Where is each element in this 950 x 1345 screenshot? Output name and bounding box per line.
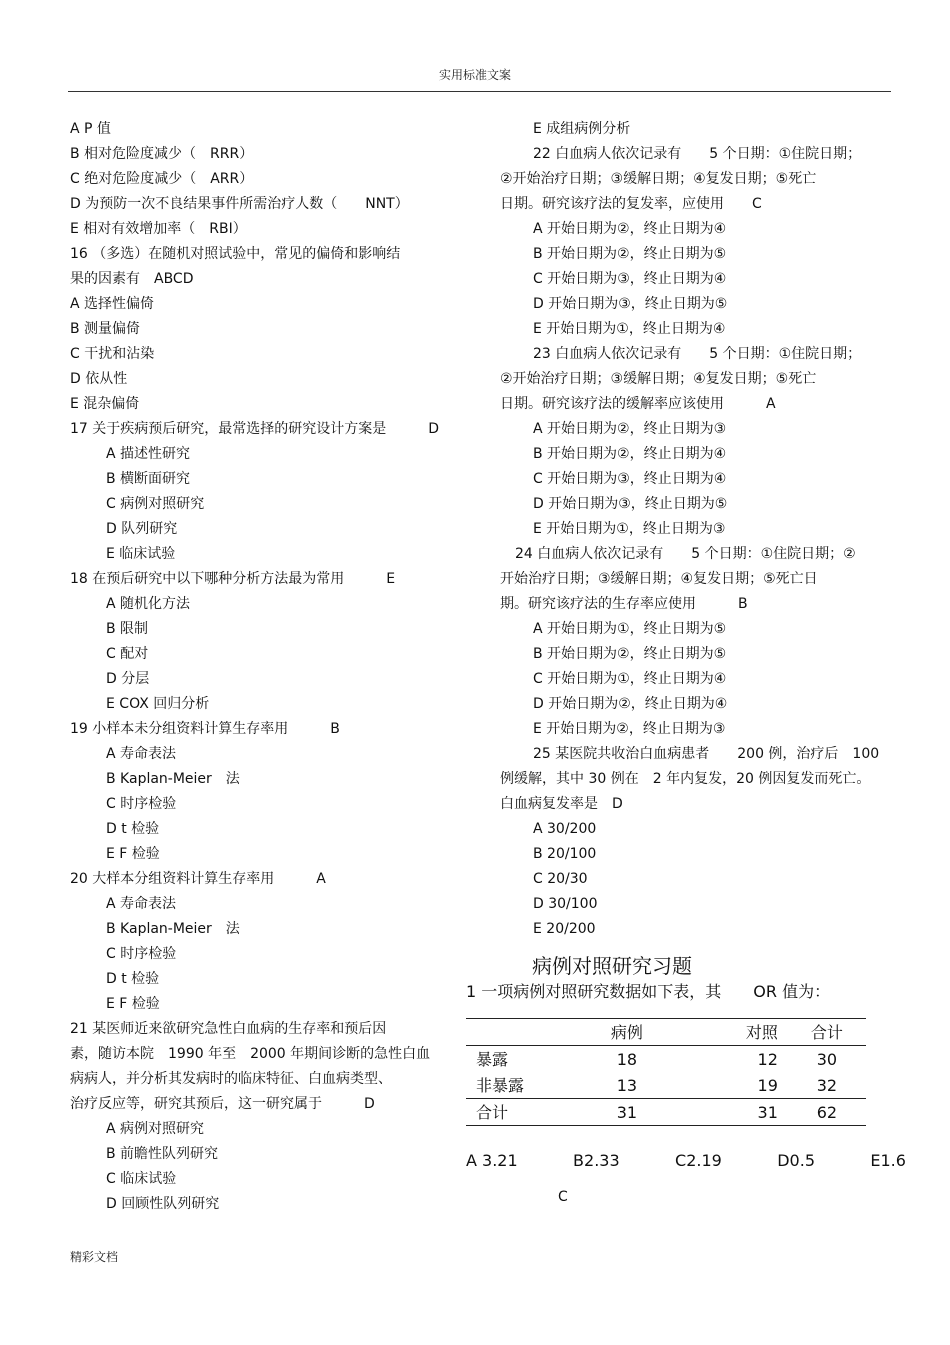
text-line: B Kaplan-Meier 法 <box>106 921 240 937</box>
section-title: 病例对照研究习题 <box>532 954 692 978</box>
option-e: E1.6 <box>870 1151 906 1170</box>
text-line: A 开始日期为②，终止日期为④ <box>533 221 727 237</box>
text-line: C 干扰和沾染 <box>70 346 155 362</box>
header-rule <box>68 91 891 92</box>
text-line: ②开始治疗日期；③缓解日期；④复发日期；⑤死亡 <box>500 171 817 187</box>
text-line: D 30/100 <box>533 896 598 912</box>
text-line: ②开始治疗日期；③缓解日期；④复发日期；⑤死亡 <box>500 371 817 387</box>
text-line: B 开始日期为②，终止日期为⑤ <box>533 646 727 662</box>
text-line: 白血病复发率是 D <box>500 796 623 812</box>
text-line: 16 （多选）在随机对照试验中，常见的偏倚和影响结 <box>70 246 401 262</box>
text-line: E 临床试验 <box>106 546 176 562</box>
text-line: 19 小样本未分组资料计算生存率用 B <box>70 721 340 737</box>
text-line: B 开始日期为②，终止日期为④ <box>533 446 727 462</box>
text-line: D 依从性 <box>70 371 128 387</box>
text-line: A 寿命表法 <box>106 896 177 912</box>
text-line: 治疗反应等，研究其预后，这一研究属于 D <box>70 1096 375 1112</box>
text-line: 24 白血病人依次记录有 5 个日期：①住院日期；② <box>515 546 856 562</box>
text-line: A 选择性偏倚 <box>70 296 155 312</box>
table-cell: 32 <box>816 1075 838 1095</box>
right-lines <box>500 117 895 942</box>
text-line: E COX 回归分析 <box>106 696 210 712</box>
question-1: 1 一项病例对照研究数据如下表，其 OR 值为： <box>466 982 831 1001</box>
text-line: E 混杂偏倚 <box>70 396 140 412</box>
text-line: B 前瞻性队列研究 <box>106 1146 219 1162</box>
text-line: 21 某医师近来欲研究急性白血病的生存率和预后因 <box>70 1021 387 1037</box>
right-column <box>466 117 906 1210</box>
text-line: B 横断面研究 <box>106 471 191 487</box>
table-total-row <box>466 1099 866 1126</box>
text-line: D t 检验 <box>106 971 160 987</box>
text-line: B Kaplan-Meier 法 <box>106 771 240 787</box>
table-header-cell <box>466 1019 583 1046</box>
table-cell: 31 <box>671 1099 788 1126</box>
table-cell: 暴露 <box>476 1049 509 1069</box>
text-line: 25 某医院共收治白血病患者 200 例，治疗后 100 <box>533 746 880 762</box>
text-line: A 描述性研究 <box>106 446 191 462</box>
text-line: 病病人，并分析其发病时的临床特征、白血病类型、 <box>70 1071 392 1087</box>
page-footer: 精彩文档 <box>70 1250 119 1264</box>
text-line: E 成组病例分析 <box>533 121 631 137</box>
text-line: D 开始日期为③，终止日期为⑤ <box>533 496 728 512</box>
text-line: A 寿命表法 <box>106 746 177 762</box>
option-d: D0.5 <box>777 1151 815 1170</box>
text-line: 日期。研究该疗法的缓解率应该使用 A <box>500 396 776 412</box>
text-line: 素，随访本院 1990 年至 2000 年期间诊断的急性白血 <box>70 1046 431 1062</box>
table-cell: 30 <box>816 1049 838 1069</box>
text-line: C 绝对危险度减少（ ARR） <box>70 171 254 187</box>
text-line: A P 值 <box>70 121 111 137</box>
text-line: D 分层 <box>106 671 150 687</box>
text-line: 期。研究该疗法的生存率应使用 B <box>500 596 748 612</box>
text-line: C 病例对照研究 <box>106 496 205 512</box>
answer-options <box>466 1148 906 1173</box>
text-line: 20 大样本分组资料计算生存率用 A <box>70 871 326 887</box>
text-line: D 为预防一次不良结果事件所需治疗人数（ NNT） <box>70 196 409 212</box>
table-header-cell: 对照 <box>671 1019 788 1046</box>
table-row <box>466 1046 866 1073</box>
text-line: C 开始日期为③，终止日期为④ <box>533 471 727 487</box>
text-line: A 开始日期为①，终止日期为⑤ <box>533 621 727 637</box>
text-line: E F 检验 <box>106 846 160 862</box>
text-line: A 随机化方法 <box>106 596 191 612</box>
text-line: 日期。研究该疗法的复发率，应使用 C <box>500 196 762 212</box>
option-a: A 3.21 <box>466 1151 518 1170</box>
text-line: D 回顾性队列研究 <box>106 1196 220 1212</box>
page-header: 实用标准文案 <box>438 68 511 82</box>
table-cell: 18 <box>616 1049 638 1069</box>
text-line: B 20/100 <box>533 846 597 862</box>
text-line: E 开始日期为②，终止日期为③ <box>533 721 726 737</box>
text-line: C 20/30 <box>533 871 588 887</box>
table-cell: 非暴露 <box>476 1075 525 1095</box>
option-b: B2.33 <box>573 1151 620 1170</box>
table-cell: 13 <box>616 1075 638 1095</box>
text-line: C 开始日期为③，终止日期为④ <box>533 271 727 287</box>
text-line: E 开始日期为①，终止日期为④ <box>533 321 726 337</box>
table-cell: 62 <box>788 1099 866 1126</box>
text-line: C 开始日期为①，终止日期为④ <box>533 671 727 687</box>
table-row <box>466 1072 866 1099</box>
text-line: D 开始日期为③，终止日期为⑤ <box>533 296 728 312</box>
table-cell: 19 <box>757 1075 778 1095</box>
text-line: 22 白血病人依次记录有 5 个日期：①住院日期； <box>533 146 862 162</box>
text-line: A 病例对照研究 <box>106 1121 205 1137</box>
text-line: B 测量偏倚 <box>70 321 141 337</box>
option-c: C2.19 <box>675 1151 722 1170</box>
table-header-cell: 病例 <box>583 1019 671 1046</box>
data-table <box>466 1018 866 1126</box>
table-header-row <box>466 1019 866 1046</box>
text-line: B 相对危险度减少（ RRR） <box>70 146 254 162</box>
text-line: E 相对有效增加率（ RBI） <box>70 221 247 237</box>
text-line: E F 检验 <box>106 996 160 1012</box>
text-line: B 开始日期为②，终止日期为⑤ <box>533 246 727 262</box>
answer-text: C <box>558 1189 568 1205</box>
text-line: 例缓解，其中 30 例在 2 年内复发，20 例因复发而死亡。 <box>500 771 871 787</box>
text-line: 17 关于疾病预后研究，最常选择的研究设计方案是 D <box>70 421 440 437</box>
text-line: C 配对 <box>106 646 149 662</box>
text-line: A 开始日期为②，终止日期为③ <box>533 421 727 437</box>
table-cell: 31 <box>583 1099 671 1126</box>
text-line: A 30/200 <box>533 821 597 837</box>
text-line: E 20/200 <box>533 921 596 937</box>
text-line: C 时序检验 <box>106 796 177 812</box>
text-line: C 时序检验 <box>106 946 177 962</box>
text-line: C 临床试验 <box>106 1171 177 1187</box>
table-header-cell: 合计 <box>788 1019 866 1046</box>
text-line: B 限制 <box>106 621 149 637</box>
text-line: D 队列研究 <box>106 521 178 537</box>
text-line: 23 白血病人依次记录有 5 个日期：①住院日期； <box>533 346 862 362</box>
text-line: D t 检验 <box>106 821 160 837</box>
text-line: E 开始日期为①，终止日期为③ <box>533 521 726 537</box>
table-cell: 合计 <box>466 1099 583 1126</box>
left-column <box>70 117 475 1217</box>
text-line: 开始治疗日期；③缓解日期；④复发日期；⑤死亡日 <box>500 571 818 587</box>
text-line: 果的因素有 ABCD <box>70 271 194 287</box>
text-line: 18 在预后研究中以下哪种分析方法最为常用 E <box>70 571 396 587</box>
table-cell: 12 <box>757 1049 778 1069</box>
text-line: D 开始日期为②，终止日期为④ <box>533 696 728 712</box>
